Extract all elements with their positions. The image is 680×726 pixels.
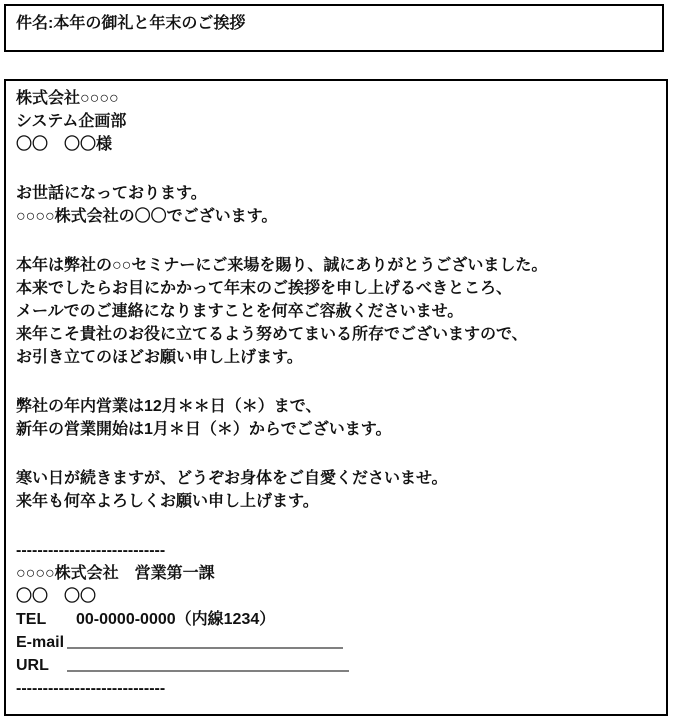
main-line-2: 本来でしたらお目にかかって年末のご挨拶を申し上げるべきところ、 [16, 280, 513, 297]
closing-line-2: 来年も何卒よろしくお願い申し上げます。 [16, 493, 319, 510]
greeting-line-1: お世話になっております。 [16, 185, 207, 202]
signature-divider-bottom: ---------------------------- [16, 680, 166, 697]
url-label: URL [16, 657, 49, 674]
tel-value: 00-0000-0000（内線1234） [76, 611, 276, 628]
recipient-person: 〇〇 〇〇様 [16, 136, 113, 153]
subject-line: 件名:本年の御礼と年末のご挨拶 [16, 15, 246, 32]
recipient-company: 株式会社○○○○ [16, 90, 119, 107]
signature-company: ○○○○株式会社 営業第一課 [16, 565, 215, 582]
email-blank-line [67, 633, 343, 649]
signature-block [16, 539, 656, 700]
business-hours-line-2: 新年の営業開始は1月＊日（＊）からでございます。 [16, 421, 392, 438]
main-line-4: 来年こそ貴社のお役に立てるよう努めてまいる所存でございますので、 [16, 326, 528, 343]
signature-url-row [16, 654, 656, 677]
tel-label: TEL [16, 611, 47, 628]
business-hours-block [16, 395, 656, 441]
signature-tel-row [16, 608, 656, 631]
signature-email-row [16, 631, 656, 654]
closing-block [16, 467, 656, 513]
url-blank-line [67, 656, 349, 672]
signature-divider-top: ---------------------------- [16, 542, 166, 559]
subject-box [4, 4, 664, 52]
signature-name: 〇〇 〇〇 [16, 588, 97, 605]
greeting-line-2: ○○○○株式会社の〇〇でございます。 [16, 208, 278, 225]
closing-line-1: 寒い日が続きますが、どうぞお身体をご自愛くださいませ。 [16, 470, 448, 487]
email-body-box [4, 79, 668, 716]
greeting-block [16, 182, 656, 228]
main-line-3: メールでのご連絡になりますことを何卒ご容赦くださいませ。 [16, 303, 464, 320]
email-label: E-mail [16, 634, 65, 651]
main-message-block [16, 254, 656, 369]
recipient-department: システム企画部 [16, 113, 127, 130]
business-hours-line-1: 弊社の年内営業は12月＊＊日（＊）まで、 [16, 398, 322, 415]
recipient-block [16, 87, 656, 156]
main-line-1: 本年は弊社の○○セミナーにご来場を賜り、誠にありがとうございました。 [16, 257, 548, 274]
main-line-5: お引き立てのほどお願い申し上げます。 [16, 349, 303, 366]
